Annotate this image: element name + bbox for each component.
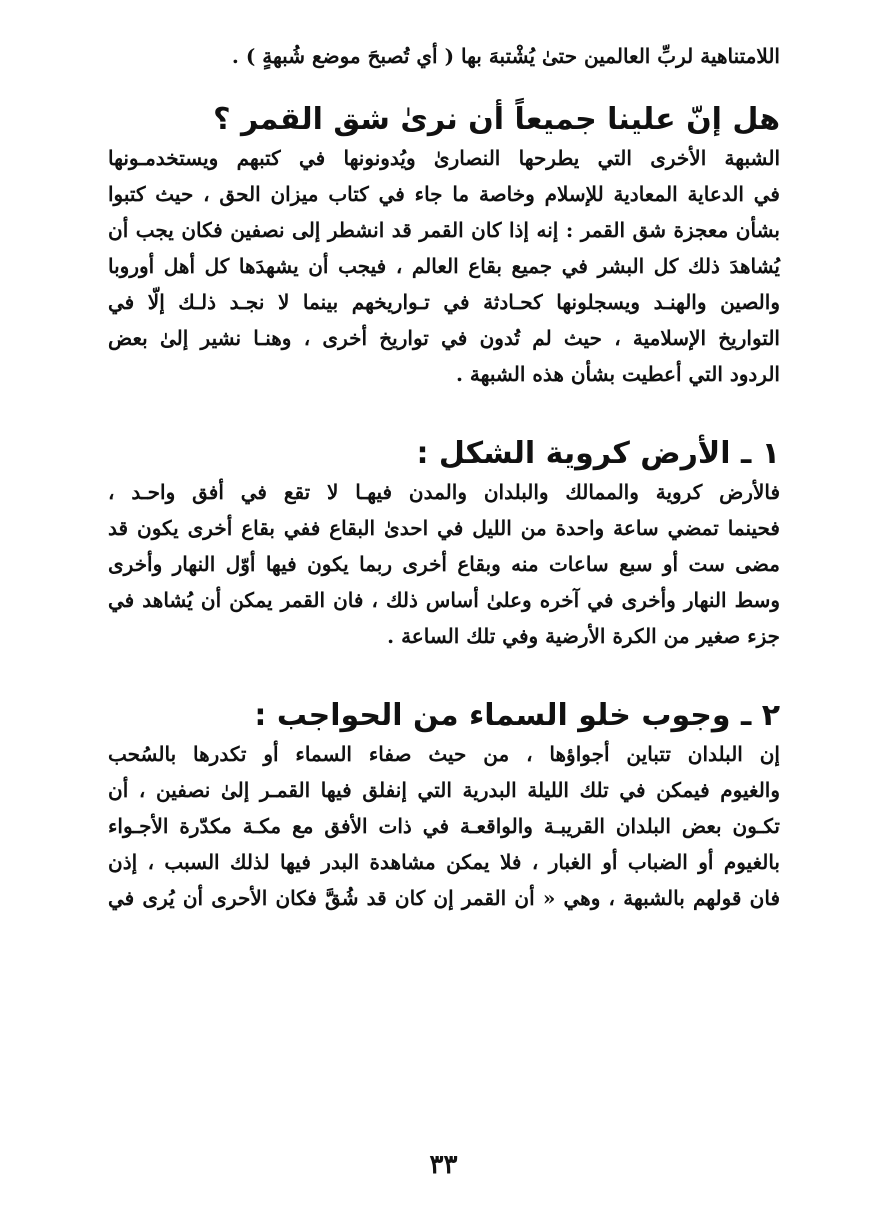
- page-number: ٣٣: [429, 1150, 458, 1180]
- spacer: [108, 392, 780, 434]
- paragraph-line: تكـون بعض البلدان القريبـة والواقعـة في ذات الأفق مع مكـة مكدّرة الأجـواء: [108, 814, 780, 838]
- section-heading-moon-split-question: هل إنّ علينا جميعاً أن نرىٰ شق القمر ؟: [213, 102, 780, 137]
- spacer: [108, 654, 780, 696]
- paragraph-line: فان قولهم بالشبهة ، وهي « أن القمر إن كان قد شُقَّ فكان الأحرى أن يُرى في: [108, 886, 780, 910]
- intro-line: اللامتناهية لربِّ العالمين حتىٰ يُشْتبهَ بها ( أي تُصبحَ موضع شُبهةٍ ) .: [231, 44, 780, 68]
- paragraph-main: [108, 140, 780, 392]
- paragraph-line: جزء صغير من الكرة الأرضية وفي تلك الساعة .: [387, 624, 780, 648]
- paragraph-line: والصين والهنـد ويسجلونها كحـادثة في تـواريخهم بينما لا نجـد ذلـك إلّا في: [108, 290, 780, 314]
- paragraph-line: فالأرض كروية والممالك والبلدان والمدن فيهـا لا تقع في أفق واحـد ،: [108, 480, 780, 504]
- paragraph-section-2: [108, 736, 780, 916]
- paragraph-line: التواريخ الإسلامية ، حيث لم تُدون في تواريخ أخرى ، وهنـا نشير إلىٰ بعض: [108, 326, 780, 350]
- section-heading-1: ١ ـ الأرض كروية الشكل :: [416, 436, 780, 471]
- paragraph-line: والغيوم فيمكن في تلك الليلة البدرية التي إنفلق فيها القمـر إلىٰ نصفين ، أن: [108, 778, 780, 802]
- spacer: [108, 74, 780, 100]
- paragraph-line: فحينما تمضي ساعة واحدة من الليل في احدىٰ البقاع ففي بقاع أخرى يكون قد: [108, 516, 780, 540]
- paragraph-line: إن البلدان تتباين أجواؤها ، من حيث صفاء السماء أو تكدرها بالسُحب: [108, 742, 780, 766]
- paragraph-line: وسط النهار وأخرى في آخره وعلىٰ أساس ذلك ، فان القمر يمكن أن يُشاهد في: [108, 588, 780, 612]
- paragraph-line: الشبهة الأخرى التي يطرحها النصارىٰ ويُدونونها في كتبهم ويستخدمـونها: [108, 146, 780, 170]
- paragraph-line: في الدعاية المعادية للإسلام وخاصة ما جاء في كتاب ميزان الحق ، حيث كتبوا: [108, 182, 780, 206]
- document-body: [108, 38, 780, 916]
- section-heading-2: ٢ ـ وجوب خلو السماء من الحواجب :: [254, 698, 780, 733]
- paragraph-line: الردود التي أعطيت بشأن هذه الشبهة .: [455, 362, 780, 386]
- paragraph-section-1: [108, 474, 780, 654]
- paragraph-line: مضى ست أو سبع ساعات منه وبقاع أخرى ربما يكون فيها أوّل النهار وأخرى: [108, 552, 780, 576]
- paragraph-line: بالغيوم أو الضباب أو الغبار ، فلا يمكن مشاهدة البدر فيها لذلك السبب ، إذن: [108, 850, 780, 874]
- paragraph-line: يُشاهدَ ذلك كل البشر في جميع بقاع العالم ، فيجب أن يشهدَها كل أهل أوروبا: [108, 254, 780, 278]
- paragraph-line: بشأن معجزة شق القمر : إنه إذا كان القمر قد انشطر إلى نصفين فكان يجب أن: [108, 218, 780, 242]
